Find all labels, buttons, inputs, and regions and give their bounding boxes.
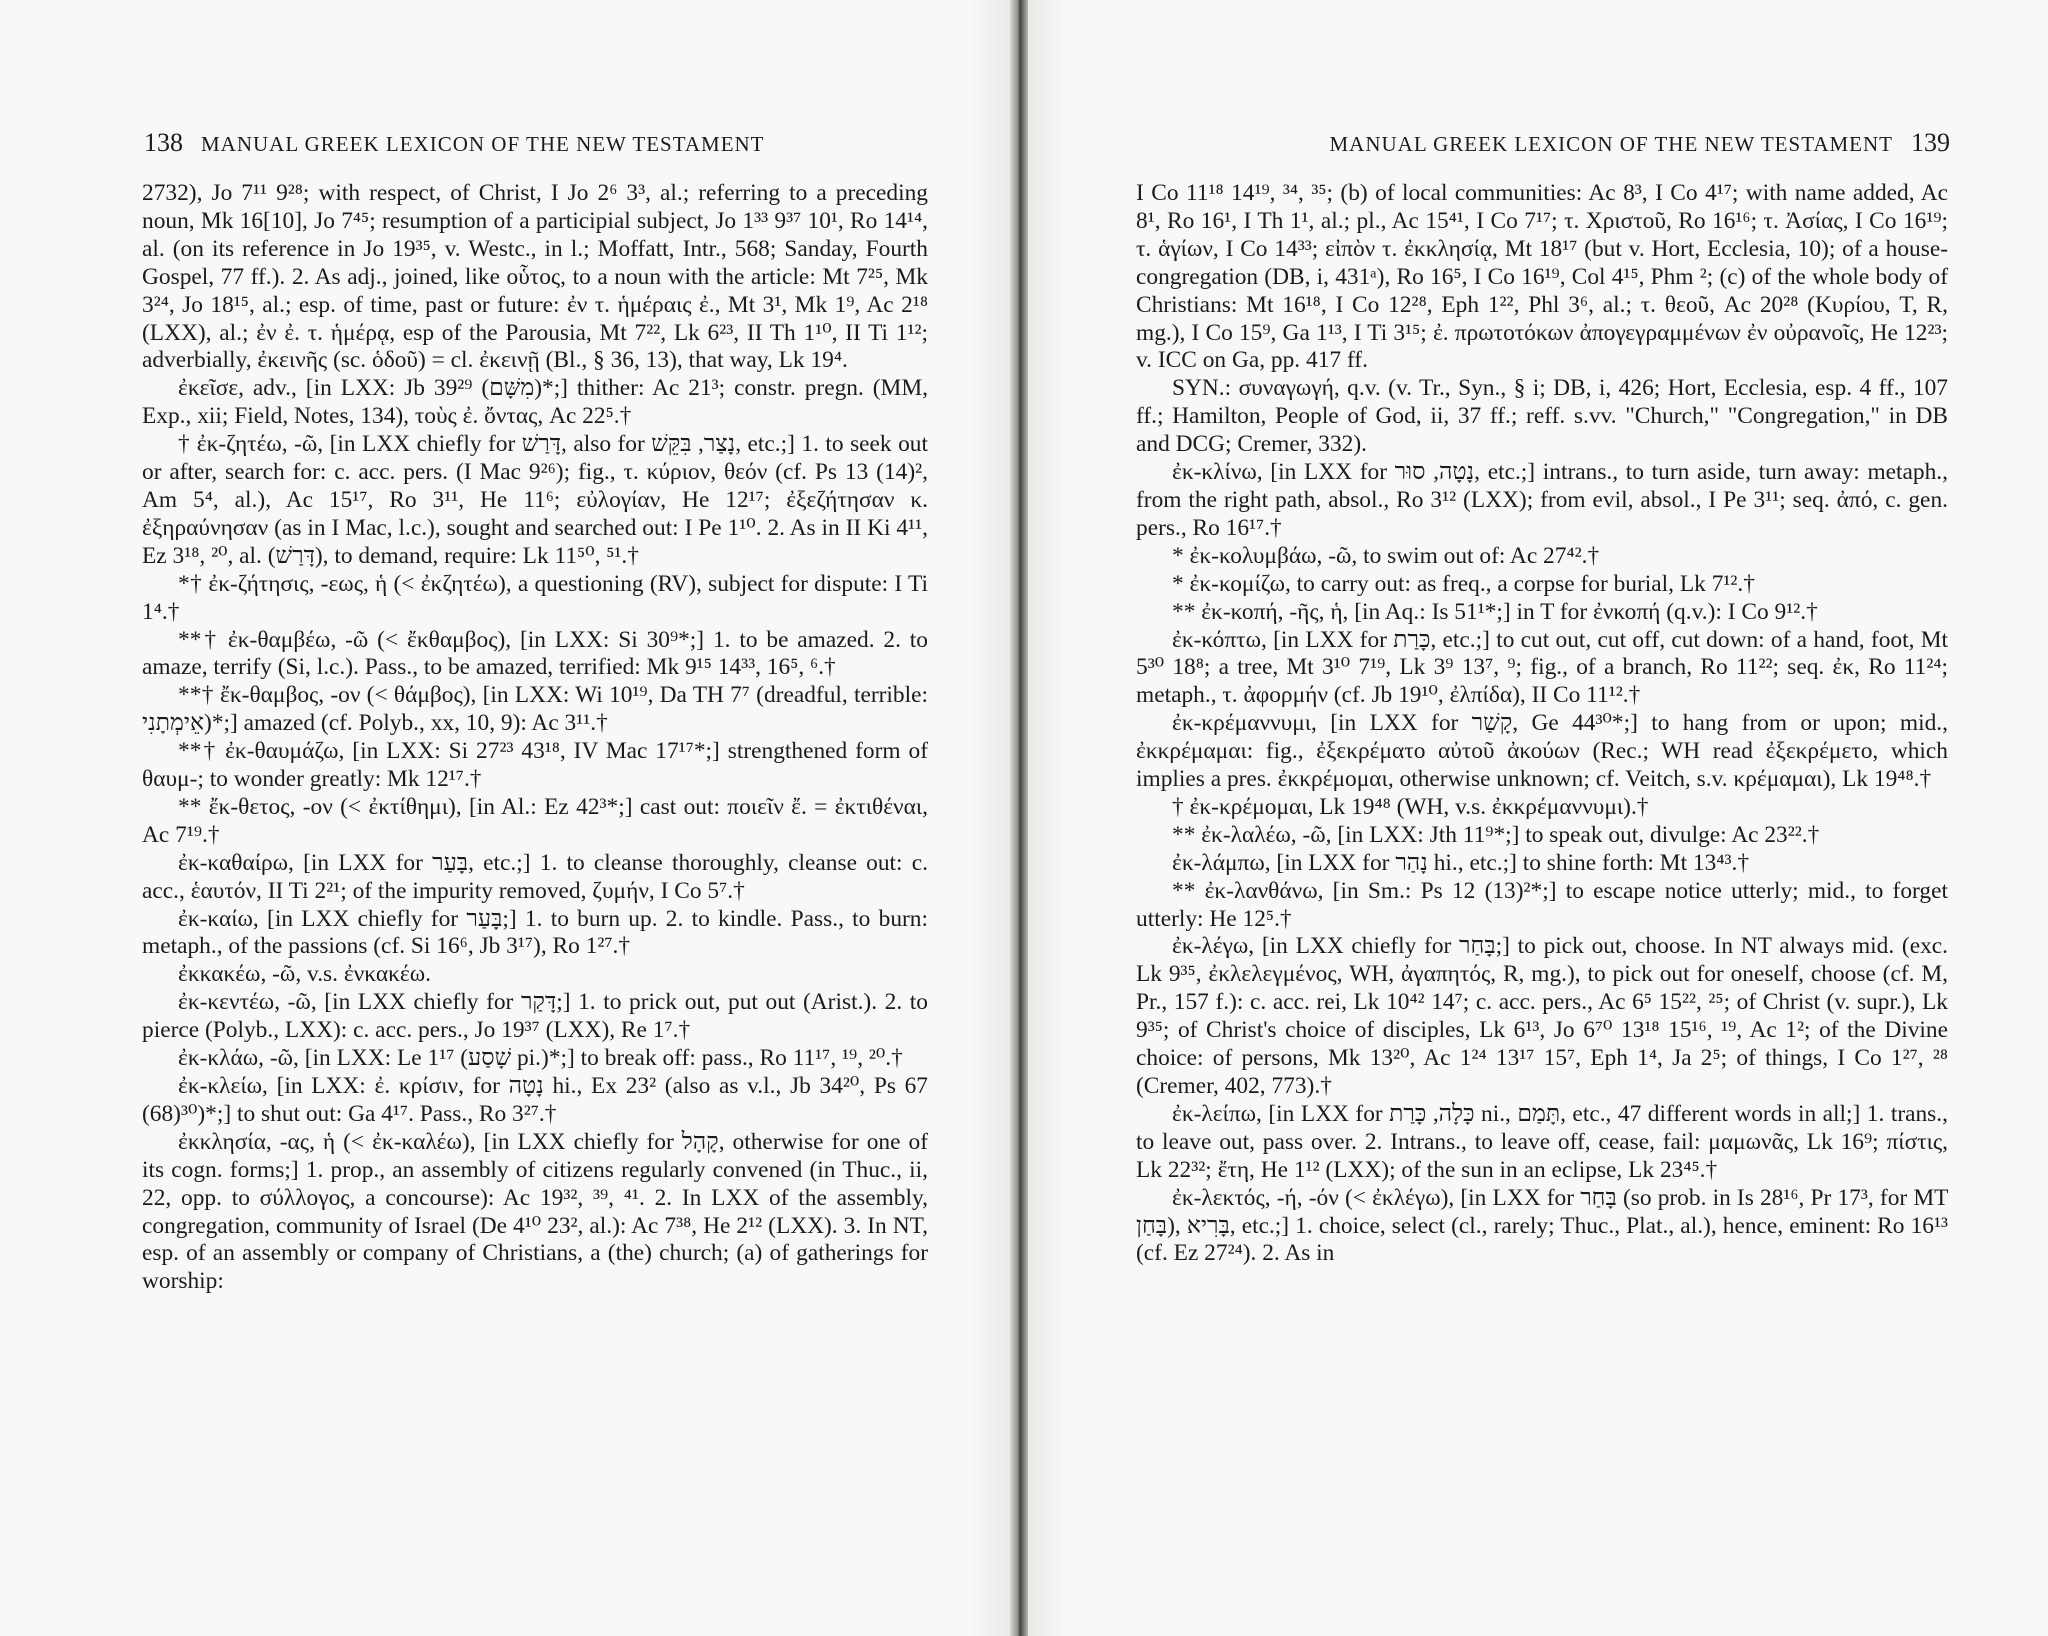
right-page xyxy=(1028,0,2048,1636)
lexicon-entry: ἐκ-καίω, [in LXX chiefly for בָּעַר;] 1. to burn up. 2. to kindle. Pass., to burn: metaph., of the passions (cf. Si 16⁶, Jb 3¹⁷), Ro 1²⁷.† xyxy=(142,905,929,960)
left-page-header xyxy=(144,128,930,158)
page-shadow xyxy=(970,0,1010,1636)
lexicon-entry: ἐκ-καθαίρω, [in LXX for בָּעַר, etc.;] 1. to cleanse thoroughly, cleanse out: c. acc., ἑαυτόν, II Ti 2²¹; of the impurity removed, ζυμήν, I Co 5⁷.† xyxy=(142,849,928,904)
right-page-number: 139 xyxy=(1911,128,1950,157)
lexicon-entry: * ἐκ-κομίζω, to carry out: as freq., a corpse for burial, Lk 7¹².† xyxy=(1172,570,1755,597)
page-shadow xyxy=(1028,0,1068,1636)
left-page-text xyxy=(142,180,928,1296)
lexicon-entry: ἐκκλησία, -ας, ἡ (< ἐκ-καλέω), [in LXX chiefly for קָהָל, otherwise for one of its cogn. forms;] 1. prop., an assembly of citizens regularly convened (in Thuc., ii, 22, opp. to σύλλογος, a concourse): Ac 19³², ³⁹, ⁴¹. 2. In LXX of the assembly, congregation, community of Israel (De 4¹⁰ 23², al.): Ac 7³⁸, He 2¹² (LXX). 3. In NT, esp. of an assembly or company of Christians, a (the) church; (a) of gatherings for worship: xyxy=(142,1128,928,1295)
lexicon-entry: † ἐκ-ζητέω, -ῶ, [in LXX chiefly for דָּרַשׁ, also for נָצַר, בִּקֵּשׁ, etc.;] 1. to seek out or after, search for: c. acc. pers. (I Mac 9²⁶); fig., τ. κύριον, θεόν (cf. Ps 13 (14)², Am 5⁴, al.), Ac 15¹⁷, Ro 3¹¹, He 11⁶; εὐλογίαν, He 12¹⁷; ἐξεζήτησαν κ. ἐξηραύνησαν (as in I Mac, l.c.), sought and searched out: I Pe 1¹⁰. 2. As in II Ki 4¹¹, Ez 3¹⁸, ²⁰, al. (דָּרַשׁ), to demand, require: Lk 11⁵⁰, ⁵¹.† xyxy=(142,431,928,569)
lexicon-entry: ἐκ-λέγω, [in LXX chiefly for בָּחַר;] to pick out, choose. In NT always mid. (exc. Lk 9³⁵, ἐκλελεγμένος, WH, ἀγαπητός, R, mg.), to pick out for oneself, choose (cf. M, Pr., 157 f.): c. acc. rei, Lk 10⁴² 14⁷; c. acc. pers., Ac 6⁵ 15²², ²⁵; of Christ (v. supr.), Lk 9³⁵; of Christ's choice of disciples, Lk 6¹³, Jo 6⁷⁰ 13¹⁸ 15¹⁶, ¹⁹, Ac 1²; of the Divine choice: of persons, Mk 13²⁰, Ac 1²⁴ 13¹⁷ 15⁷, Eph 1⁴, Ja 2⁵; of things, I Co 1²⁷, ²⁸ (Cremer, 402, 773).† xyxy=(1136,933,1948,1099)
lexicon-entry: ἐκ-κλίνω, [in LXX for נָטָה, סוּר, etc.;] intrans., to turn aside, turn away: metaph., from the right path, absol., Ro 3¹² (LXX); from evil, absol., I Pe 3¹¹; seq. ἀπό, c. gen. pers., Ro 16¹⁷.† xyxy=(1136,459,1949,541)
lexicon-entry: ** ἐκ-λαλέω, -ῶ, [in LXX: Jth 11⁹*;] to speak out, divulge: Ac 23²².† xyxy=(1172,821,1820,848)
lexicon-entry: ἐκ-λείπω, [in LXX for כָּלָה, כָּרַת ni., תָּמַם, etc., 47 different words in all;] 1. trans., to leave out, pass over. 2. Intrans., to leave off, cease, fail: μαμωνᾶς, Lk 16⁹; πίστις, Lk 22³²; ἔτη, He 1¹² (LXX); of the sun in an eclipse, Lk 23⁴⁵.† xyxy=(1136,1100,1948,1183)
left-page-number: 138 xyxy=(144,128,183,157)
left-running-head: MANUAL GREEK LEXICON OF THE NEW TESTAMENT xyxy=(201,132,765,156)
lexicon-entry: ἐκ-κλείω, [in LXX: ἐ. κρίσιν, for נָטָה hi., Ex 23² (also as v.l., Jb 34²⁰, Ps 67 (68)³⁰)*;] to shut out: Ga 4¹⁷. Pass., Ro 3²⁷.† xyxy=(142,1073,929,1127)
book-gutter xyxy=(1010,0,1028,1636)
lexicon-entry: ἐκ-κεντέω, -ῶ, [in LXX chiefly for דָּקַר;] 1. to prick out, put out (Arist.). 2. to pierce (Polyb., LXX): c. acc. pers., Jo 19³⁷ (LXX), Re 1⁷.† xyxy=(142,989,928,1044)
right-paragraph-0: I Co 11¹⁸ 14¹⁹, ³⁴, ³⁵; (b) of local communities: Ac 8³, I Co 4¹⁷; with name added, Ac 8¹, Ro 16¹, I Th 1¹, al.; pl., Ac 15⁴¹, I Co 7¹⁷; τ. Χριστοῦ, Ro 16¹⁶; τ. Ἀσίας, I Co 16¹⁹; τ. ἁγίων, I Co 14³³; εἰπὸν τ. ἐκκλησίᾳ, Mt 18¹⁷ (but v. Hort, Ecclesia, 10); of a house-congregation (DB, i, 431ᵃ), Ro 16⁵, I Co 16¹⁹, Col 4¹⁵, Phm ²; (c) of the whole body of Christians: Mt 16¹⁸, I Co 12²⁸, Eph 1²², Phl 3⁶, al.; τ. θεοῦ, Ac 20²⁸ (Κυρίου, T, R, mg.), I Co 15⁹, Ga 1¹³, I Ti 3¹⁵; ἐ. πρωτοτόκων ἀπογεγραμμένων ἐν οὐρανοῖς, He 12²³; v. ICC on Ga, pp. 417 ff. xyxy=(1136,180,1948,374)
lexicon-entry: ** ἔκ-θετος, -ον (< ἐκτίθημι), [in Al.: Ez 42³*;] cast out: ποιεῖν ἔ. = ἐκτιθέναι, Ac 7¹⁹.† xyxy=(142,793,928,848)
right-running-head: MANUAL GREEK LEXICON OF THE NEW TESTAMENT xyxy=(1329,132,1893,156)
lexicon-entry: ἐκ-λάμπω, [in LXX for נָהַר hi., etc.;] to shine forth: Mt 13⁴³.† xyxy=(1172,849,1750,876)
lexicon-entry: ἐκκακέω, -ῶ, v.s. ἐνκακέω. xyxy=(178,961,431,988)
synonym-note: SYN.: συναγωγή, q.v. (v. Tr., Syn., § i; DB, i, 426; Hort, Ecclesia, esp. 4 ff., 107 ff.; Hamilton, People of God, ii, 37 ff.; reff. s.vv. "Church," "Congregation," in DB and DCG; Cremer, 332). xyxy=(1136,375,1948,458)
left-page xyxy=(0,0,1010,1636)
lexicon-entry: ** ἐκ-κοπή, -ῆς, ἡ, [in Aq.: Is 51¹*;] in T for ἐνκοπή (q.v.): I Co 9¹².† xyxy=(1172,598,1818,625)
left-paragraph-0: 2732), Jo 7¹¹ 9²⁸; with respect, of Christ, I Jo 2⁶ 3³, al.; referring to a preceding noun, Mk 16[10], Jo 7⁴⁵; resumption of a participial subject, Jo 1³³ 9³⁷ 10¹, Ro 14¹⁴, al. (on its reference in Jo 19³⁵, v. Westc., in l.; Moffatt, Intr., 568; Sanday, Fourth Gospel, 77 ff.). 2. As adj., joined, like οὗτος, to a noun with the article: Mt 7²⁵, Mk 3²⁴, Jo 18¹⁵, al.; esp. of time, past or future: ἐν τ. ἡμέραις ἐ., Mt 3¹, Mk 1⁹, Ac 2¹⁸ (LXX), al.; ἐν ἐ. τ. ἡμέρᾳ, esp of the Parousia, Mt 7²², Lk 6²³, II Th 1¹⁰, II Ti 1¹²; adverbially, ἐκεινῆς (sc. ὁδοῦ) = cl. ἐκεινῇ (Bl., § 36, 13), that way, Lk 19⁴. xyxy=(142,180,928,374)
lexicon-entry: ἐκ-κλάω, -ῶ, [in LXX: Le 1¹⁷ (שָׁסַע pi.)*;] to break off: pass., Ro 11¹⁷, ¹⁹, ²⁰.† xyxy=(178,1045,903,1072)
lexicon-entry: ἐκ-κρέμαννυμι, [in LXX for קָשַׁר, Ge 44³⁰*;] to hang from or upon; mid., ἐκκρέμαμαι: fig., ἐξεκρέματο αὐτοῦ ἀκούων (Rec.; WH read ἐξεκρέμετο, which implies a pres. ἐκκρέμομαι, otherwise unknown; cf. Veitch, s.v. κρέμαμαι), Lk 19⁴⁸.† xyxy=(1136,710,1948,793)
lexicon-entry: † ἐκ-κρέμομαι, Lk 19⁴⁸ (WH, v.s. ἐκκρέμαννυμι).† xyxy=(1172,793,1649,820)
lexicon-entry: ** ἐκ-λανθάνω, [in Sm.: Ps 12 (13)²*;] to escape notice utterly; mid., to forget utterly: He 12⁵.† xyxy=(1136,877,1948,932)
lexicon-entry: ἐκ-κόπτω, [in LXX for כָּרַת, etc.;] to cut out, cut off, cut down: of a hand, foot, Mt 5³⁰ 18⁸; a tree, Mt 3¹⁰ 7¹⁹, Lk 3⁹ 13⁷, ⁹; fig., of a branch, Ro 11²²; seq. ἐκ, Ro 11²⁴; metaph., τ. ἀφορμήν (cf. Jb 19¹⁰, ἐλπίδα), II Co 11¹².† xyxy=(1136,626,1948,709)
right-page-text xyxy=(1136,180,1948,1268)
lexicon-entry: ἐκ-λεκτός, -ή, -όν (< ἐκλέγω), [in LXX for בָּחַר (so prob. in Is 28¹⁶, Pr 17³, for MT בָּחַן), בָּרִיא, etc.;] 1. choice, select (cl., rarely; Thuc., Plat., al.), hence, eminent: Ro 16¹³ (cf. Ez 27²⁴). 2. As in xyxy=(1136,1184,1948,1267)
lexicon-entry: * ἐκ-κολυμβάω, -ῶ, to swim out of: Ac 27⁴².† xyxy=(1172,542,1600,569)
right-page-header xyxy=(1138,128,1950,158)
lexicon-entry: ἐκεῖσε, adv., [in LXX: Jb 39²⁹ (מִשָּׁם)*;] thither: Ac 21³; constr. pregn. (MM, Exp., xii; Field, Notes, 134), τοὺς ἐ. ὄντας, Ac 22⁵.† xyxy=(142,375,928,430)
lexicon-entry: *† ἐκ-ζήτησις, -εως, ἡ (< ἐκζητέω), a questioning (RV), subject for dispute: I Ti 1⁴.† xyxy=(142,570,928,625)
lexicon-entry: **† ἐκ-θαμβέω, -ῶ (< ἔκθαμβος), [in LXX: Si 30⁹*;] 1. to be amazed. 2. to amaze, terrify (Si, l.c.). Pass., to be amazed, terrified: Mk 9¹⁵ 14³³, 16⁵, ⁶.† xyxy=(142,626,928,681)
lexicon-entry: **† ἔκ-θαμβος, -ον (< θάμβος), [in LXX: Wi 10¹⁹, Da TH 7⁷ (dreadful, terrible: אֵימְתָנִי)*;] amazed (cf. Polyb., xx, 10, 9): Ac 3¹¹.† xyxy=(142,682,928,737)
lexicon-entry: **† ἐκ-θαυμάζω, [in LXX: Si 27²³ 43¹⁸, IV Mac 17¹⁷*;] strengthened form of θαυμ-; to wonder greatly: Mk 12¹⁷.† xyxy=(142,738,928,793)
